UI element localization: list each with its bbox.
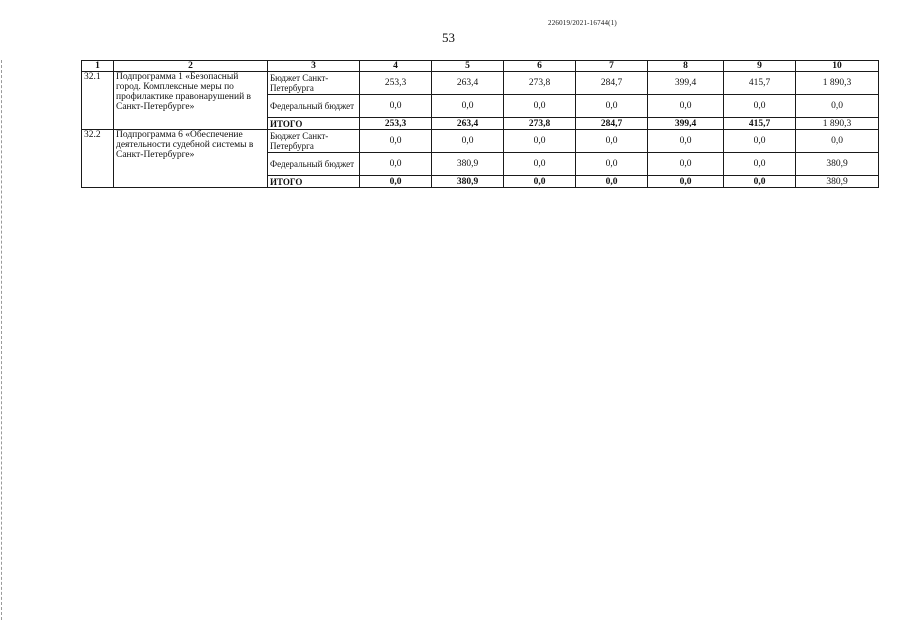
- table-cell: 0,0: [504, 130, 576, 153]
- table-cell: 0,0: [648, 95, 724, 118]
- program-number: 32.1: [82, 72, 114, 130]
- table-cell: 415,7: [724, 118, 796, 130]
- table-cell: 273,8: [504, 72, 576, 95]
- table-cell: 0,0: [648, 130, 724, 153]
- budget-table: [81, 60, 879, 188]
- program-name: Подпрограмма 6 «Обеспечение деятельности судебной системы в Санкт-Петербурге»: [114, 130, 268, 188]
- table-cell: 0,0: [724, 130, 796, 153]
- column-header: 7: [576, 61, 648, 72]
- funding-source: ИТОГО: [268, 176, 360, 188]
- funding-source: Бюджет Санкт-Петербурга: [268, 72, 360, 95]
- table-cell: 0,0: [432, 95, 504, 118]
- program-number: 32.2: [82, 130, 114, 188]
- table-cell: 0,0: [504, 153, 576, 176]
- table-cell: 284,7: [576, 118, 648, 130]
- table-cell: 0,0: [360, 176, 432, 188]
- funding-source: Бюджет Санкт-Петербурга: [268, 130, 360, 153]
- table-cell: 0,0: [648, 176, 724, 188]
- table-cell: 415,7: [724, 72, 796, 95]
- table-cell: 284,7: [576, 72, 648, 95]
- column-header: 2: [114, 61, 268, 72]
- row-total: 1 890,3: [796, 72, 879, 95]
- table-cell: 263,4: [432, 118, 504, 130]
- table-cell: 273,8: [504, 118, 576, 130]
- program-name: Подпрограмма 1 «Безопасный город. Комплексные меры по профилактике правонарушений в Санкт-Петербурге»: [114, 72, 268, 130]
- table-cell: 0,0: [724, 176, 796, 188]
- funding-source: Федеральный бюджет: [268, 153, 360, 176]
- table-cell: 0,0: [576, 176, 648, 188]
- row-total: 0,0: [796, 95, 879, 118]
- table-cell: 380,9: [432, 176, 504, 188]
- table-cell: 263,4: [432, 72, 504, 95]
- table-cell: 253,3: [360, 118, 432, 130]
- column-header: 9: [724, 61, 796, 72]
- table-cell: 0,0: [576, 95, 648, 118]
- table-row: [82, 72, 879, 95]
- table-row: [82, 130, 879, 153]
- document-id: 226019/2021-16744(1): [548, 19, 617, 27]
- table-cell: 0,0: [648, 153, 724, 176]
- column-header: 6: [504, 61, 576, 72]
- column-header: 3: [268, 61, 360, 72]
- table-cell: 380,9: [432, 153, 504, 176]
- table-cell: 0,0: [724, 153, 796, 176]
- row-total: 0,0: [796, 130, 879, 153]
- row-total: 1 890,3: [796, 118, 879, 130]
- table-cell: 0,0: [360, 95, 432, 118]
- table-cell: 0,0: [576, 153, 648, 176]
- table-cell: 253,3: [360, 72, 432, 95]
- table-cell: 0,0: [360, 153, 432, 176]
- row-total: 380,9: [796, 153, 879, 176]
- table-cell: 399,4: [648, 72, 724, 95]
- funding-source: ИТОГО: [268, 118, 360, 130]
- table-cell: 0,0: [724, 95, 796, 118]
- column-header: 8: [648, 61, 724, 72]
- column-header: 5: [432, 61, 504, 72]
- column-number-row: [82, 61, 879, 72]
- table-cell: 399,4: [648, 118, 724, 130]
- table-cell: 0,0: [576, 130, 648, 153]
- row-total: 380,9: [796, 176, 879, 188]
- table-cell: 0,0: [360, 130, 432, 153]
- table-cell: 0,0: [504, 95, 576, 118]
- table-cell: 0,0: [432, 130, 504, 153]
- funding-source: Федеральный бюджет: [268, 95, 360, 118]
- column-header: 10: [796, 61, 879, 72]
- column-header: 1: [82, 61, 114, 72]
- table-cell: 0,0: [504, 176, 576, 188]
- page-number: 53: [442, 30, 455, 45]
- scan-edge-line: [1, 60, 2, 620]
- column-header: 4: [360, 61, 432, 72]
